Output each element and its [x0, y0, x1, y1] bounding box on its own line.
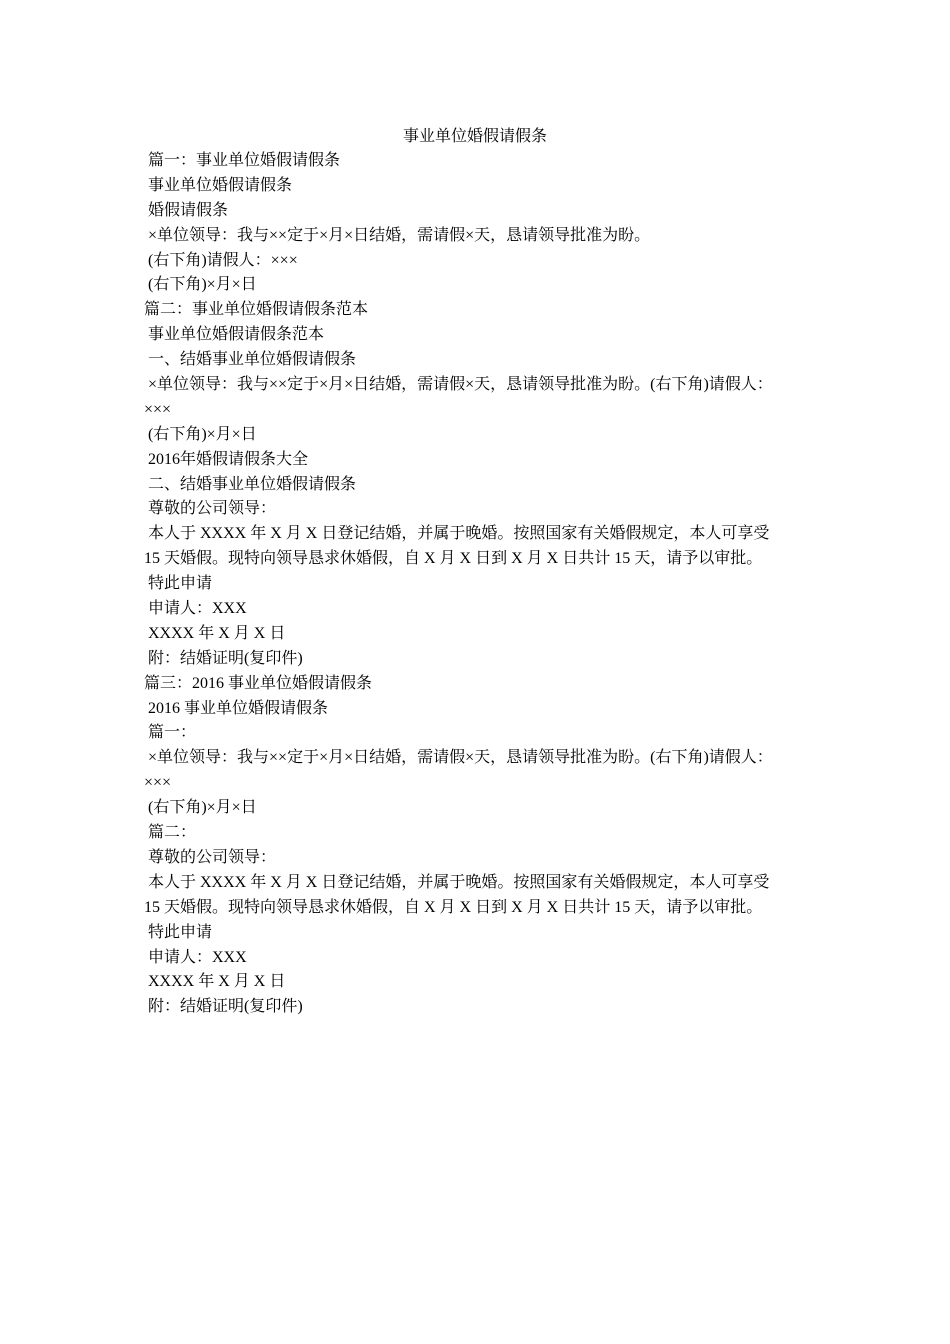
- text-line: 附：结婚证明(复印件): [148, 649, 303, 667]
- text-line: ×××: [144, 774, 172, 792]
- text-line: 婚假请假条: [148, 201, 229, 219]
- text-line: 二、结婚事业单位婚假请假条: [148, 475, 357, 493]
- text-line: 申请人：XXX: [148, 600, 247, 618]
- text-line: XXXX 年 X 月 X 日: [148, 973, 286, 991]
- text-line: 篇一：事业单位婚假请假条: [148, 152, 341, 169]
- text-line: 事业单位婚假请假条: [148, 176, 293, 194]
- text-line: 特此申请: [148, 923, 213, 941]
- text-line: 本人于 XXXX 年 X 月 X 日登记结婚，并属于晚婚。按照国家有关婚假规定，本人可享受: [148, 525, 770, 543]
- text-line: 尊敬的公司领导：: [148, 500, 277, 518]
- text-line: ×单位领导：我与××定于×月×日结婚，需请假×天，恳请领导批准为盼。: [148, 226, 651, 244]
- text-line: ×单位领导：我与××定于×月×日结婚，需请假×天，恳请领导批准为盼。(右下角)请假人：: [148, 376, 773, 394]
- text-line: 15 天婚假。现特向领导恳求休婚假，自 X 月 X 日到 X 月 X 日共计 15 天，请予以审批。: [144, 898, 763, 916]
- text-line: 尊敬的公司领导：: [148, 848, 277, 866]
- text-line: 一、结婚事业单位婚假请假条: [148, 351, 357, 369]
- text-line: ×××: [144, 400, 172, 418]
- text-line: 篇三：2016 事业单位婚假请假条: [144, 674, 373, 692]
- text-line: (右下角)×月×日: [148, 799, 257, 817]
- text-line: (右下角)×月×日: [148, 276, 257, 294]
- text-line: 篇一：: [148, 724, 197, 742]
- text-line: XXXX 年 X 月 X 日: [148, 624, 286, 642]
- text-line: 申请人：XXX: [148, 948, 247, 966]
- text-line: 2016 事业单位婚假请假条: [148, 699, 329, 717]
- text-line: 篇二：: [148, 824, 197, 842]
- text-line: 本人于 XXXX 年 X 月 X 日登记结婚，并属于晚婚。按照国家有关婚假规定，本人可享受: [148, 873, 770, 891]
- text-line: ×单位领导：我与××定于×月×日结婚，需请假×天，恳请领导批准为盼。(右下角)请假人：: [148, 749, 773, 767]
- text-line: 特此申请: [148, 575, 213, 593]
- text-line: (右下角)请假人：×××: [148, 251, 298, 269]
- text-line: (右下角)×月×日: [148, 425, 257, 443]
- text-line: 附：结婚证明(复印件): [148, 998, 303, 1016]
- document-body: [144, 149, 806, 1020]
- document-title: 事业单位婚假请假条: [402, 128, 547, 145]
- text-line: 15 天婚假。现特向领导恳求休婚假，自 X 月 X 日到 X 月 X 日共计 15 天，请予以审批。: [144, 550, 763, 568]
- text-line: 2016年婚假请假条大全: [148, 450, 309, 468]
- text-line: 篇二：事业单位婚假请假条范本: [144, 301, 369, 319]
- text-line: 事业单位婚假请假条范本: [148, 326, 325, 344]
